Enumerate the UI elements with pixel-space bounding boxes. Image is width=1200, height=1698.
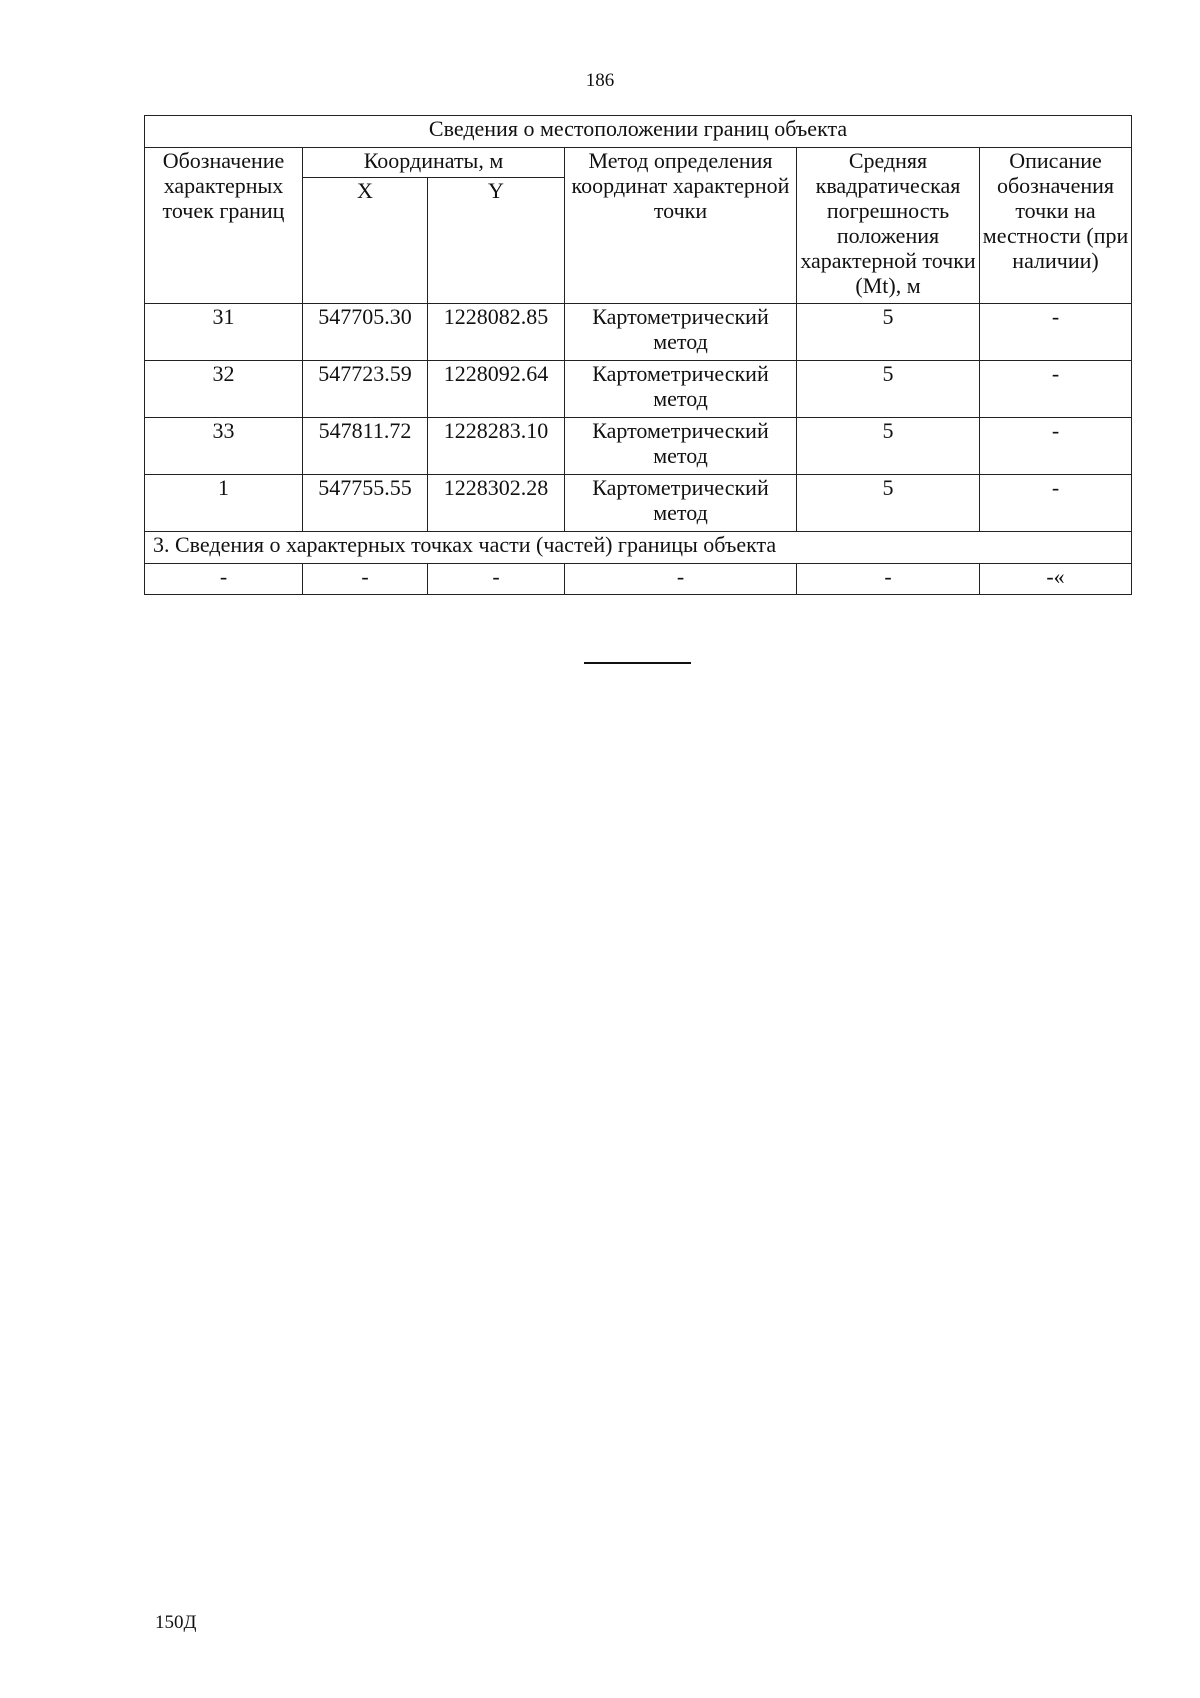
header-x: X	[303, 178, 428, 304]
header-method: Метод определения координат характерной точки	[565, 148, 797, 304]
point-id: 33	[145, 418, 303, 475]
point-id: 1	[145, 475, 303, 532]
boundary-coordinates-table	[144, 115, 1132, 595]
section3-title: 3. Сведения о характерных точках части (частей) границы объекта	[145, 532, 1132, 564]
coord-y: 1228092.64	[428, 361, 565, 418]
table-row	[145, 304, 1132, 361]
mt-error: 5	[797, 418, 980, 475]
header-designation: Обозначение характерных точек границ	[145, 148, 303, 304]
mt-error: 5	[797, 475, 980, 532]
empty-cell: -	[428, 564, 565, 595]
empty-cell: -	[145, 564, 303, 595]
table-title: Сведения о местоположении границ объекта	[145, 116, 1132, 148]
table-row	[145, 418, 1132, 475]
header-y: Y	[428, 178, 565, 304]
coord-y: 1228283.10	[428, 418, 565, 475]
empty-cell: -«	[980, 564, 1132, 595]
point-id: 32	[145, 361, 303, 418]
point-description: -	[980, 304, 1132, 361]
header-description: Описание обозначения точки на местности (при наличии)	[980, 148, 1132, 304]
coord-y: 1228302.28	[428, 475, 565, 532]
point-description: -	[980, 418, 1132, 475]
mt-error: 5	[797, 361, 980, 418]
table-row	[145, 564, 1132, 595]
coord-x: 547755.55	[303, 475, 428, 532]
point-description: -	[980, 475, 1132, 532]
coord-y: 1228082.85	[428, 304, 565, 361]
empty-cell: -	[565, 564, 797, 595]
page-number: 186	[585, 70, 615, 91]
header-error: Средняя квадратическая погрешность положения характерной точки (Mt), м	[797, 148, 980, 304]
method: Картометрический метод	[565, 361, 797, 418]
point-description: -	[980, 361, 1132, 418]
document-code: 150Д	[155, 1612, 197, 1633]
coord-x: 547811.72	[303, 418, 428, 475]
empty-cell: -	[303, 564, 428, 595]
point-id: 31	[145, 304, 303, 361]
coord-x: 547723.59	[303, 361, 428, 418]
method: Картометрический метод	[565, 304, 797, 361]
method: Картометрический метод	[565, 418, 797, 475]
mt-error: 5	[797, 304, 980, 361]
header-coordinates: Координаты, м	[303, 148, 565, 178]
empty-cell: -	[797, 564, 980, 595]
method: Картометрический метод	[565, 475, 797, 532]
end-divider	[584, 662, 691, 664]
table-row	[145, 475, 1132, 532]
table-row	[145, 361, 1132, 418]
coord-x: 547705.30	[303, 304, 428, 361]
